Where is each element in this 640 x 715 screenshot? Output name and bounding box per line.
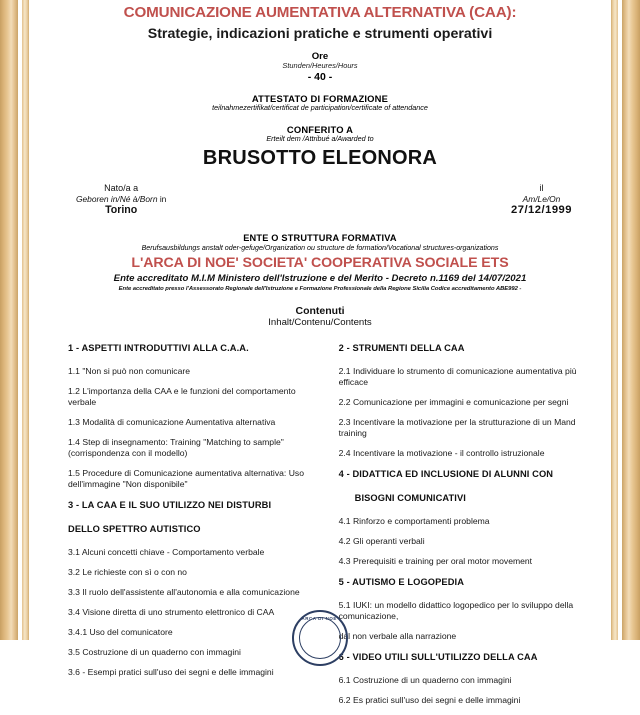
decorative-border-left-outer <box>0 0 18 640</box>
syllabus-item: 3.3 Il ruolo dell'assistente all'autonomia e alla comunicazione <box>68 587 300 598</box>
syllabus-item: 3.2 Le richieste con sì o con no <box>68 567 187 578</box>
syllabus-item: 1.3 Modalità di comunicazione Aumentativa alternativa <box>68 417 276 428</box>
birthplace-label-italic: Geboren in/Né à/Born <box>76 193 158 204</box>
organization-label-multilingual: Berufsausbildungs anstalt oder-gefuge/Organization ou structure de formation/Vocational structures-organizations <box>141 243 499 252</box>
birthdate-value: 27/12/1999 <box>511 204 572 217</box>
conferred-label-it: CONFERITO A <box>286 123 354 135</box>
course-title-main: COMUNICAZIONE AUMENTATIVA ALTERNATIVA (CAA): <box>123 4 517 21</box>
syllabus-item: 4.2 Gli operanti verbali <box>338 536 425 547</box>
syllabus-column-left <box>34 342 309 715</box>
decorative-border-right-inner <box>611 0 618 640</box>
syllabus-item: 3.6 - Esempi pratici sull'uso dei segni e delle immagini <box>68 667 274 678</box>
birthplace-label-multilingual <box>76 194 166 204</box>
organization-accreditation-primary: Ente accreditato M.I.M Ministero dell'Istruzione e del Merito - Decreto n.1169 del 14/07/2021 <box>113 272 527 284</box>
birthdate-block <box>511 183 572 218</box>
organization-label-it: ENTE O STRUTTURA FORMATIVA <box>243 232 397 243</box>
contents-heading-block <box>34 305 606 328</box>
syllabus-item: 6.1 Costruzione di un quaderno con immagini <box>338 674 512 685</box>
syllabus-section-heading: 5 - AUTISMO E LOGOPEDIA <box>338 577 465 588</box>
syllabus-item: 2.3 Incentivare la motivazione per la strutturazione di un Mand training <box>338 417 576 439</box>
certificate-content <box>34 0 606 705</box>
attestation-label-it: ATTESTATO DI FORMAZIONE <box>251 93 389 105</box>
syllabus-section-heading: 3 - LA CAA E IL SUO UTILIZZO NEI DISTURBI <box>68 500 272 511</box>
syllabus-item: 6.2 Es pratici sull'uso dei segni e delle immagini <box>338 694 521 705</box>
syllabus-item: 3.4 Visione diretta di uno strumento elettronico di CAA <box>68 607 275 618</box>
syllabus-section-heading: 2 - STRUMENTI DELLA CAA <box>338 343 465 354</box>
syllabus-item: 5.1 IUKI: un modello didattico logopedico per lo sviluppo della comunicazione, <box>338 599 574 621</box>
syllabus-item: 1.1 "Non si può non comunicare <box>68 366 191 377</box>
syllabus-item: 1.4 Step di insegnamento: Training "Matching to sample" (corrispondenza con il modello) <box>68 437 284 459</box>
birthdate-label-italic: Am/Le/On <box>522 193 561 204</box>
syllabus-item: 3.4.1 Uso del comunicatore <box>68 627 173 638</box>
decorative-border-left-inner <box>22 0 29 640</box>
syllabus-column-right <box>333 342 606 715</box>
organization-seal <box>292 610 348 666</box>
decorative-border-right-outer <box>622 0 640 640</box>
contents-label-multilingual: Inhalt/Contenu/Contents <box>268 317 372 329</box>
syllabus-item: 2.1 Individuare lo strumento di comunicazione aumentativa più efficace <box>338 366 577 388</box>
syllabus-item: 3.5 Costruzione di un quaderno con immagini <box>68 647 241 658</box>
syllabus-item: 1.5 Procedure di Comunicazione aumentativa alternativa: Uso dell'immagine "Non disponibile" <box>68 468 304 490</box>
syllabus-item: 4.3 Prerequisiti e training per oral motor movement <box>338 556 533 567</box>
attestation-label-multilingual: teilnahmezertifikat/certificat de participation/certificate of attendance <box>212 103 428 113</box>
birth-and-date-row <box>34 183 606 223</box>
birthplace-value: Torino <box>105 204 138 217</box>
birthplace-label-tail: in <box>159 193 167 204</box>
conferred-block <box>34 124 606 171</box>
birthplace-block <box>76 183 166 217</box>
birthdate-label-it: il <box>539 182 544 193</box>
syllabus-item: dal non verbale alla narrazione <box>338 630 457 641</box>
syllabus-section-heading: BISOGNI COMUNICATIVI <box>354 493 466 504</box>
organization-block <box>34 233 606 293</box>
hours-label-multilingual: Stunden/Heures/Hours <box>282 61 358 71</box>
birthdate-label-multilingual <box>511 194 572 204</box>
recipient-name: BRUSOTTO ELEONORA <box>202 147 438 170</box>
attestation-block <box>34 93 606 113</box>
organization-accreditation-secondary: Ente accreditato presso l'Assessorato Regionale dell'Istruzione e Formazione Professionale della Regione Sicilia Codice accreditamento ABE992 - <box>118 286 522 293</box>
conferred-label-multilingual: Erteilt dem /Attribué a/Awarded to <box>266 133 374 143</box>
contents-label-it: Contenuti <box>295 305 345 318</box>
syllabus-item: 4.1 Rinforzo e comportamenti problema <box>338 516 490 527</box>
hours-value: - 40 - <box>307 70 333 83</box>
seal-inner-ring <box>299 617 341 659</box>
syllabus-section-heading: 4 - DIDATTICA ED INCLUSIONE DI ALUNNI CON <box>338 469 554 480</box>
course-title-subtitle: Strategie, indicazioni pratiche e strumenti operativi <box>147 26 493 43</box>
organization-name: L'ARCA DI NOE' SOCIETA' COOPERATIVA SOCIALE ETS <box>131 255 509 272</box>
seal-text: ARCA DI NOE' <box>301 616 339 621</box>
syllabus-item: 3.1 Alcuni concetti chiave - Comportamento verbale <box>68 547 265 558</box>
hours-label-it: Ore <box>311 50 329 62</box>
syllabus-section-heading: DELLO SPETTRO AUTISTICO <box>68 524 201 535</box>
syllabus-item: 2.2 Comunicazione per immagini e comunicazione per segni <box>338 397 569 408</box>
syllabus-section-heading: 6 - VIDEO UTILI SULL'UTILIZZO DELLA CAA <box>338 651 538 662</box>
syllabus-section-heading: 1 - ASPETTI INTRODUTTIVI ALLA C.A.A. <box>68 343 249 354</box>
hours-block <box>34 51 606 83</box>
birthplace-label-it: Nato/a a <box>104 182 139 193</box>
syllabus-item: 1.2 L'importanza della CAA e le funzioni del comportamento verbale <box>68 386 296 408</box>
syllabus-item: 2.4 Incentivare la motivazione - il controllo istruzionale <box>338 448 545 459</box>
